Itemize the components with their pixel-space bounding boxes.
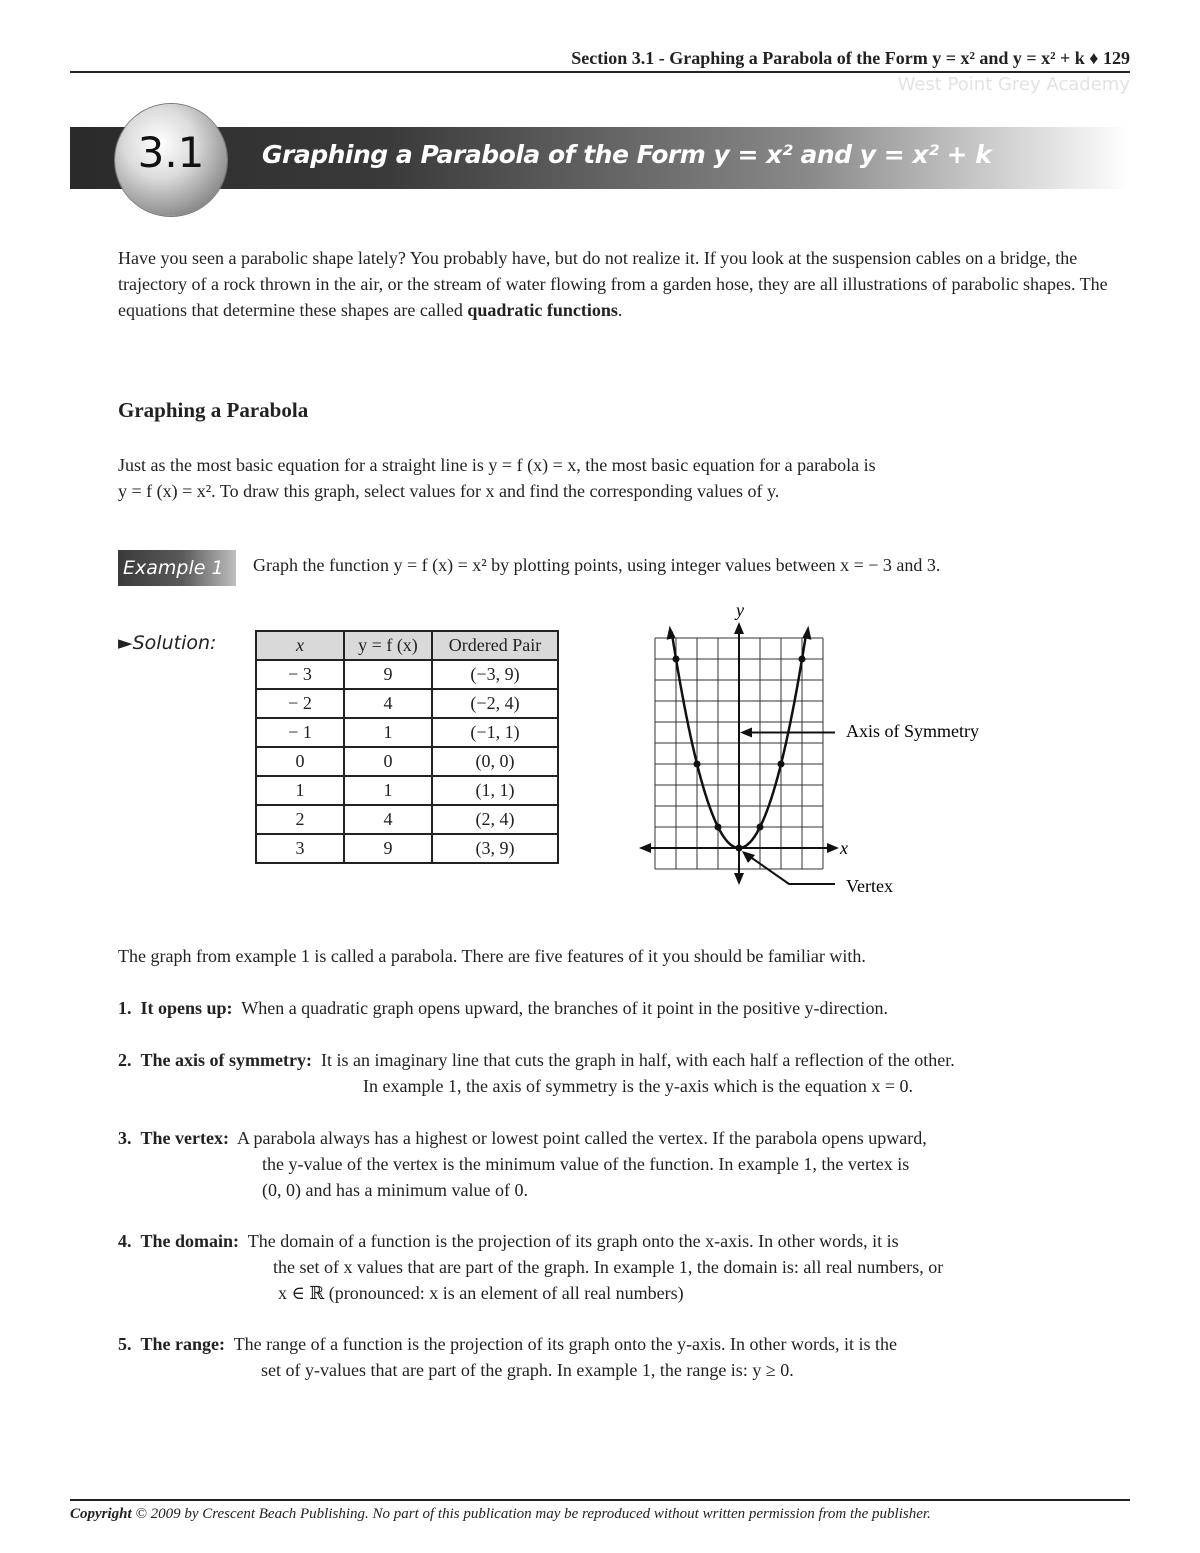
feature-number: 2.	[118, 1050, 132, 1070]
vertex-pointer	[749, 856, 835, 884]
x-axis-arrow-left	[639, 843, 651, 853]
table-header: x	[256, 631, 344, 660]
data-point	[715, 824, 722, 831]
y-axis-arrow-down	[734, 873, 744, 885]
table-cell: 2	[256, 805, 344, 834]
intro-bold-term: quadratic functions	[467, 300, 618, 320]
copyright-word: Copyright	[70, 1506, 132, 1522]
curve-arrow-right	[802, 626, 811, 640]
table-header: Ordered Pair	[432, 631, 558, 660]
feature-line: the y-value of the vertex is the minimum value of the function. In example 1, the vertex is	[262, 1154, 910, 1174]
axis-of-symmetry-arrowhead	[740, 728, 752, 738]
table-cell: 0	[256, 747, 344, 776]
table-cell: − 1	[256, 718, 344, 747]
table-cell: 1	[344, 718, 432, 747]
values-table	[255, 630, 559, 864]
feature-term: The vertex:	[140, 1128, 229, 1148]
running-header: Section 3.1 - Graphing a Parabola of the Form y = x² and y = x² + k ♦ 129	[571, 48, 1130, 68]
feature-line: A parabola always has a highest or lowest point called the vertex. If the parabola opens upward,	[236, 1128, 927, 1148]
table-cell: − 2	[256, 689, 344, 718]
feature-line: the set of x values that are part of the graph. In example 1, the domain is: all real numbers, or	[273, 1257, 944, 1277]
table-header: y = f (x)	[344, 631, 432, 660]
table-row	[256, 689, 558, 718]
feature-term: The range:	[140, 1334, 225, 1354]
basic-line-2: y = f (x) = x². To draw this graph, select values for x and find the corresponding values of y.	[118, 481, 780, 501]
section-heading: Graphing a Parabola	[118, 398, 309, 422]
data-point	[673, 656, 680, 663]
vertex-label: Vertex	[846, 876, 893, 896]
header-rule	[70, 71, 1130, 73]
copyright-footer	[70, 1506, 1130, 1523]
table-cell: 1	[344, 776, 432, 805]
feature-line: The range of a function is the projection of its graph onto the y-axis. In other words, it is the	[233, 1334, 898, 1354]
solution-text: Solution:	[132, 632, 217, 654]
data-point	[757, 824, 764, 831]
feature-item-axis-of-symmetry	[118, 1047, 1128, 1099]
basic-equation-paragraph	[118, 452, 1118, 504]
solution-arrow-icon: ►	[118, 632, 133, 654]
y-axis-arrow-up	[734, 622, 744, 634]
section-number: 3.1	[137, 128, 205, 177]
data-point	[799, 656, 806, 663]
watermark: West Point Grey Academy	[897, 74, 1130, 95]
feature-term: The domain:	[140, 1231, 240, 1251]
table-cell: 4	[344, 805, 432, 834]
table-cell: (3, 9)	[432, 834, 558, 863]
intro-text-end: .	[617, 300, 623, 320]
table-cell: 9	[344, 834, 432, 863]
table-cell: − 3	[256, 660, 344, 689]
feature-line: x ∈ ℝ (pronounced: x is an element of all real numbers)	[278, 1283, 684, 1303]
intro-text: Have you seen a parabolic shape lately? You probably have, but do not realize it. If you look at the suspension cables on a bridge, the trajectory of a rock thrown in the air, or the stream of water flowing from a garden hose, they are all illustrations of parabolic shapes. The equations that determine these shapes are called	[118, 248, 1108, 320]
basic-line-1: Just as the most basic equation for a straight line is y = f (x) = x, the most basic equation for a parabola is	[118, 455, 876, 475]
y-axis-label: y	[736, 600, 744, 620]
table-cell: (1, 1)	[432, 776, 558, 805]
table-cell: 1	[256, 776, 344, 805]
feature-line: When a quadratic graph opens upward, the branches of it point in the positive y-direction.	[241, 998, 889, 1018]
data-point	[778, 761, 785, 768]
table-header-row	[256, 631, 558, 660]
feature-term: It opens up:	[140, 998, 233, 1018]
section-title: Graphing a Parabola of the Form y = x² and y = x² + k	[262, 140, 992, 169]
feature-item-opens-up	[118, 995, 1128, 1021]
table-row	[256, 776, 558, 805]
example-label: Example 1	[123, 557, 224, 579]
feature-number: 1.	[118, 998, 132, 1018]
data-point	[694, 761, 701, 768]
feature-item-domain	[118, 1228, 1128, 1306]
feature-line: It is an imaginary line that cuts the graph in half, with each half a reflection of the other.	[320, 1050, 955, 1070]
example-prompt: Graph the function y = f (x) = x² by plotting points, using integer values between x = − 3 and 3.	[253, 555, 941, 575]
feature-number: 5.	[118, 1334, 132, 1354]
table-row	[256, 834, 558, 863]
x-axis-label: x	[840, 838, 848, 858]
footer-rule	[70, 1499, 1130, 1501]
parabola-graph	[630, 600, 1030, 900]
feature-term: The axis of symmetry:	[140, 1050, 312, 1070]
data-point	[736, 845, 743, 852]
feature-item-vertex	[118, 1125, 1128, 1203]
feature-line: The domain of a function is the projection of its graph onto the x-axis. In other words, it is	[247, 1231, 899, 1251]
feature-number: 3.	[118, 1128, 132, 1148]
table-cell: (2, 4)	[432, 805, 558, 834]
table-row	[256, 718, 558, 747]
feature-line: (0, 0) and has a minimum value of 0.	[262, 1180, 528, 1200]
table-cell: (0, 0)	[432, 747, 558, 776]
feature-item-range	[118, 1331, 1128, 1383]
table-cell: 0	[344, 747, 432, 776]
table-cell: 9	[344, 660, 432, 689]
solution-label	[118, 632, 216, 654]
vertex-arrowhead	[742, 851, 755, 863]
feature-line: In example 1, the axis of symmetry is the y-axis which is the equation x = 0.	[363, 1076, 914, 1096]
curve-arrow-left	[667, 626, 676, 640]
features-intro: The graph from example 1 is called a parabola. There are five features of it you should be familiar with.	[118, 946, 866, 966]
table-cell: 3	[256, 834, 344, 863]
x-axis-arrow-right	[827, 843, 839, 853]
table-cell: (−2, 4)	[432, 689, 558, 718]
axis-of-symmetry-label: Axis of Symmetry	[846, 721, 979, 741]
table-row	[256, 747, 558, 776]
table-row	[256, 805, 558, 834]
table-cell: (−1, 1)	[432, 718, 558, 747]
feature-line: set of y-values that are part of the graph. In example 1, the range is: y ≥ 0.	[261, 1360, 794, 1380]
copyright-text: © 2009 by Crescent Beach Publishing. No part of this publication may be reproduced without written permission from the publisher.	[135, 1506, 931, 1522]
feature-number: 4.	[118, 1231, 132, 1251]
intro-paragraph	[118, 245, 1118, 323]
table-cell: 4	[344, 689, 432, 718]
table-cell: (−3, 9)	[432, 660, 558, 689]
table-row	[256, 660, 558, 689]
